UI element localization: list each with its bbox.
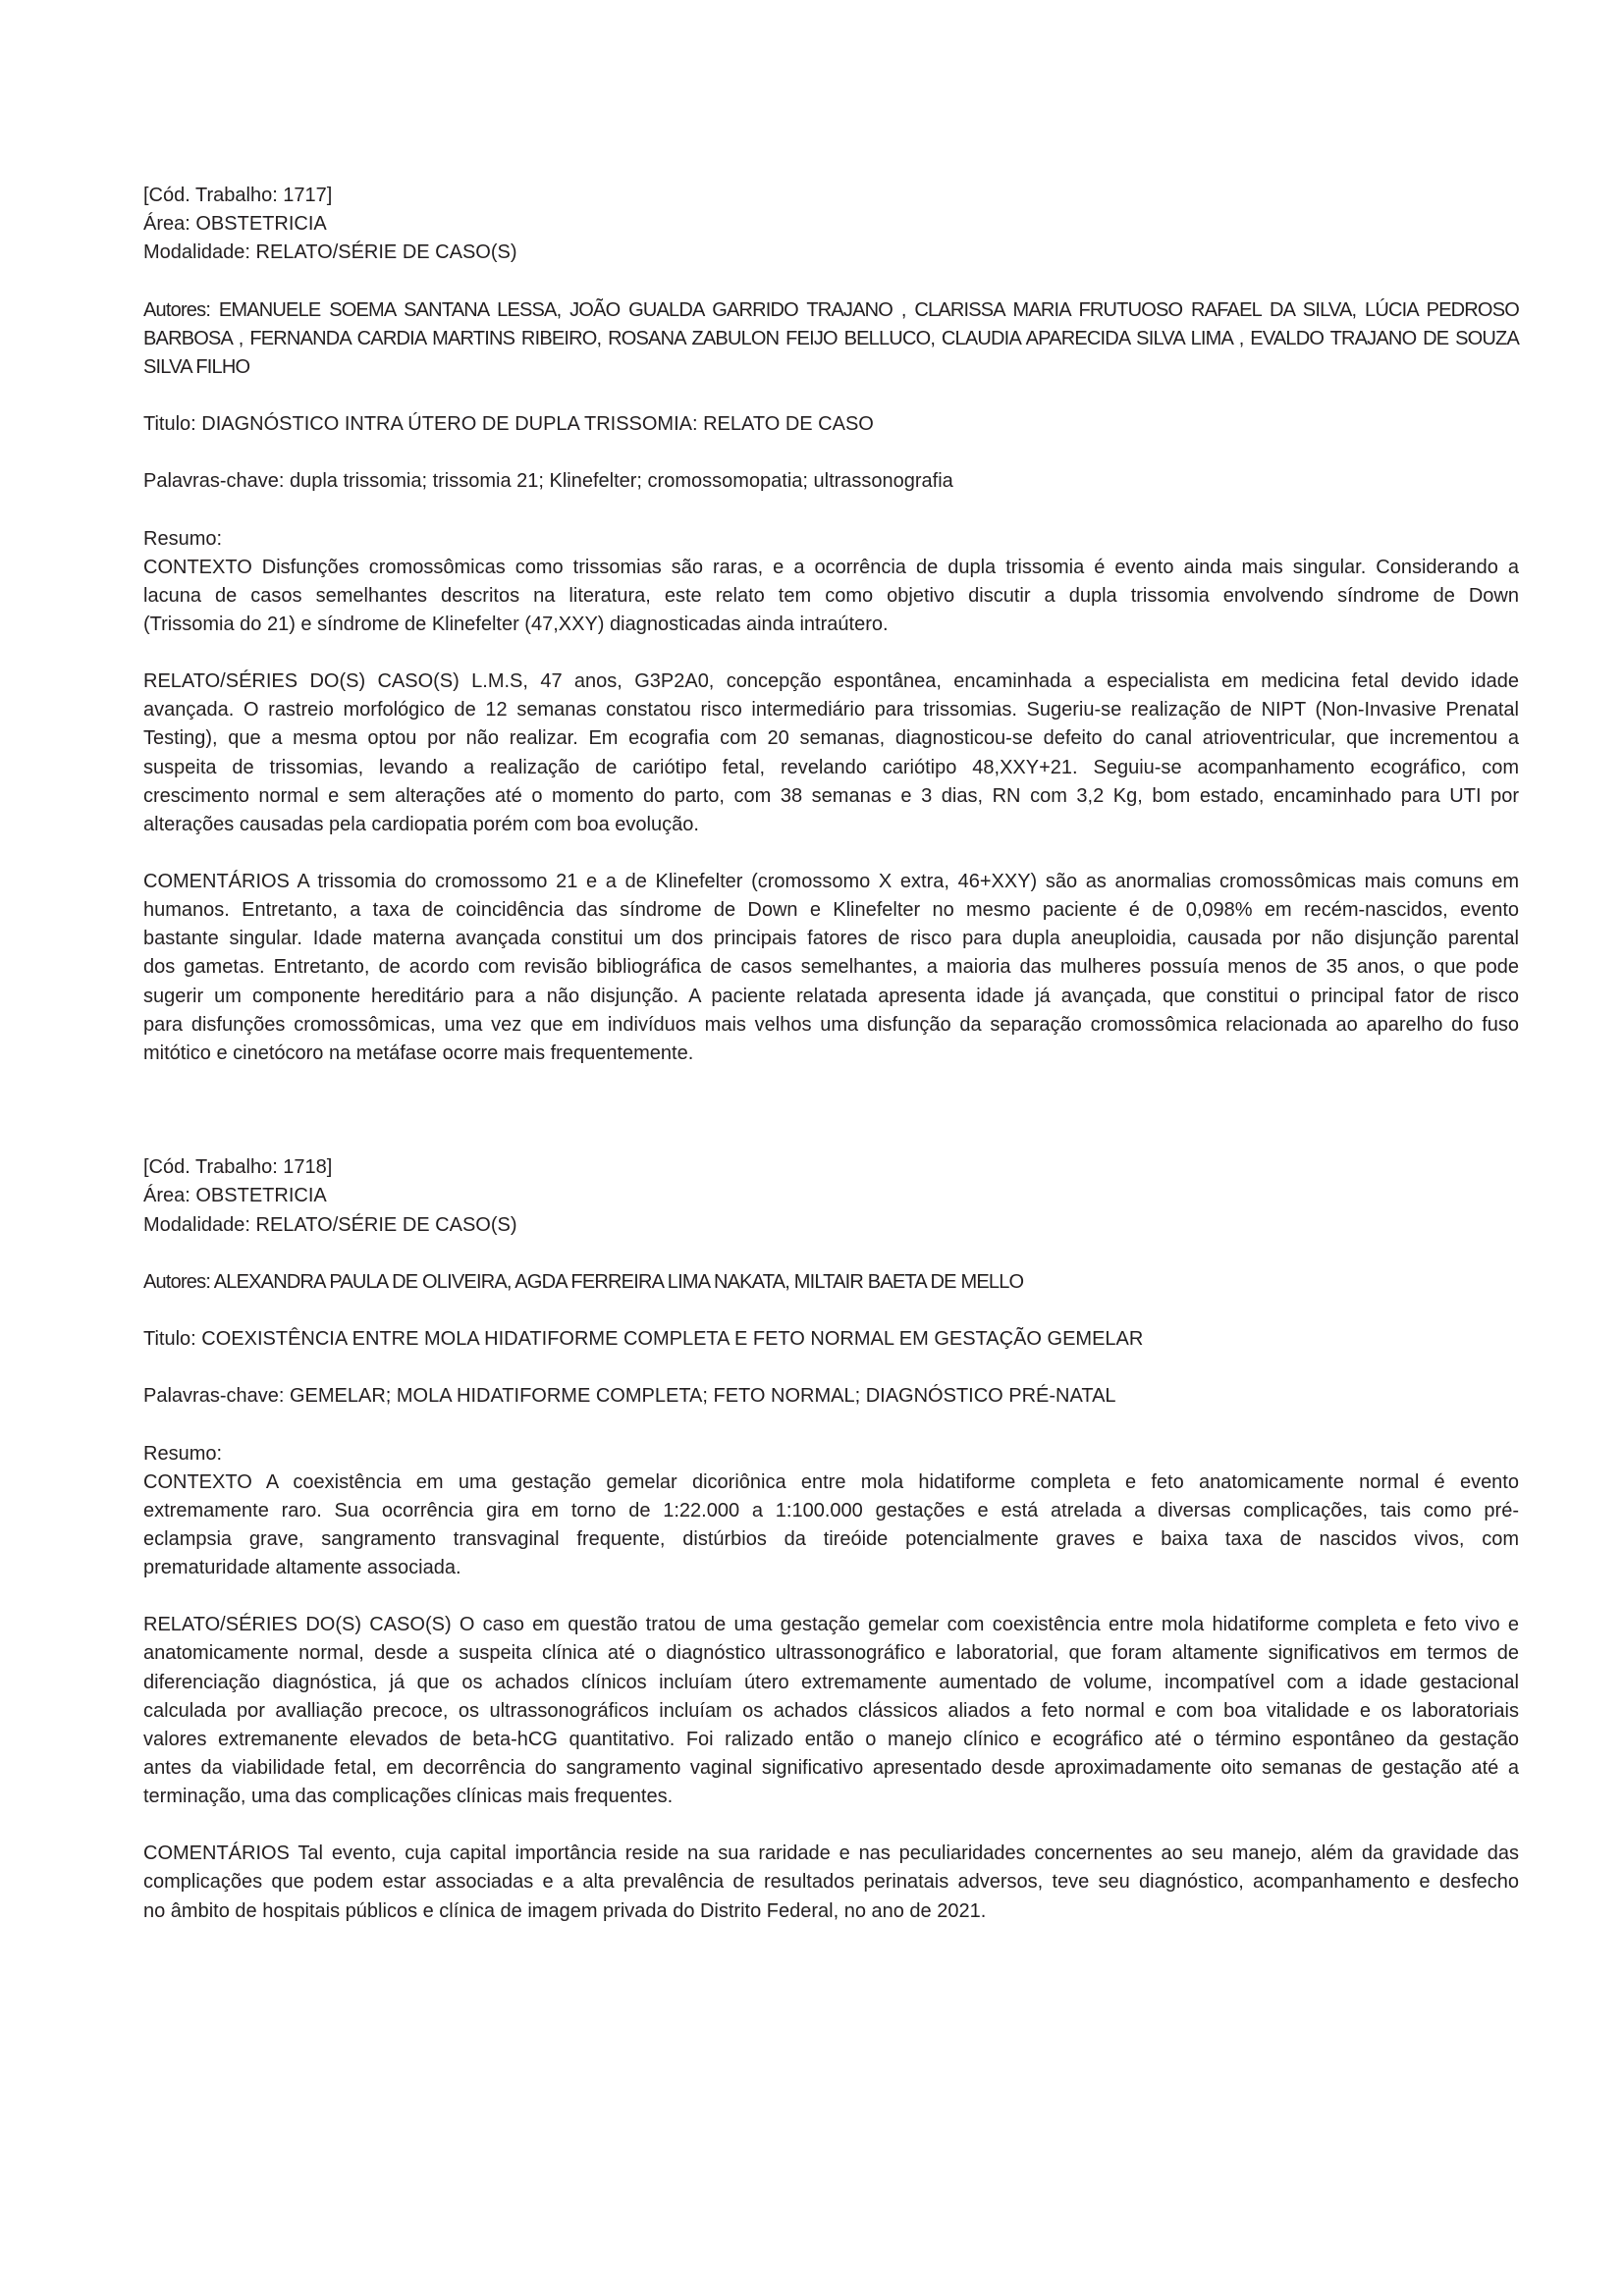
work-code: [Cód. Trabalho: 1718] <box>143 1156 333 1179</box>
authors-line: BARBOSA , FERNANDA CARDIA MARTINS RIBEIRO, ROSANA ZABULON FEIJO BELLUCO, CLAUDIA APARECIDA SILVA LIMA , EVALDO TRAJANO DE SOUZA <box>143 327 1519 349</box>
comments-line: sugerir um componente hereditário para a não disjunção. A paciente relatada apresenta idade já avançada, que constitui o principal fator de risco <box>143 985 1519 1007</box>
report-line: alterações causadas pela cardiopatia porém com boa evolução. <box>143 813 699 835</box>
work-area: Área: OBSTETRICIA <box>143 213 327 236</box>
report-line: Testing), que a mesma optou por não realizar. Em ecografia com 20 semanas, diagnosticou-se defeito do canal atrioventricular, que incrementou a <box>143 727 1519 750</box>
context-line: CONTEXTO A coexistência em uma gestação gemelar dicoriônica entre mola hidatiforme completa e feto anatomicamente normal é evento <box>143 1470 1519 1493</box>
work-title: Titulo: DIAGNÓSTICO INTRA ÚTERO DE DUPLA TRISSOMIA: RELATO DE CASO <box>143 413 874 435</box>
summary-label: Resumo: <box>143 1442 223 1465</box>
report-line: terminação, uma das complicações clínicas mais frequentes. <box>143 1786 674 1807</box>
context-line: (Trissomia do 21) e síndrome de Klinefelter (47,XXY) diagnosticadas ainda intraútero. <box>143 613 889 635</box>
comments-line: mitótico e cinetócoro na metáfase ocorre mais frequentemente. <box>143 1041 694 1064</box>
keywords: Palavras-chave: dupla trissomia; trissomia 21; Klinefelter; cromossomopatia; ultrassonografia <box>143 470 953 493</box>
comments-line: humanos. Entretanto, a taxa de coincidência das síndrome de Down e Klinefelter no mesmo paciente é de 0,098% em recém-nascidos, evento <box>143 899 1519 922</box>
report-paragraph <box>143 1611 1519 1811</box>
authors-line: SILVA FILHO <box>143 355 250 378</box>
context-line: extremamente raro. Sua ocorrência gira em torno de 1:22.000 a 1:100.000 gestações e está atrelada a diversas complicações, tais como pré- <box>143 1499 1519 1522</box>
comments-line: COMENTÁRIOS Tal evento, cuja capital importância reside na sua raridade e nas peculiaridades concernentes ao seu manejo, além da gravidade das <box>143 1842 1519 1865</box>
work-code: [Cód. Trabalho: 1717] <box>143 185 333 206</box>
report-line: avançada. O rastreio morfológico de 12 semanas constatou risco intermediário para trissomias. Sugeriu-se realização de NIPT (Non-Invasive Prenatal <box>143 699 1519 721</box>
report-line: calculada por avalliação precoce, os ultrassonográficos incluíam os achados clássicos aliados a feto normal e com boa vitalidade e os laboratoriais <box>143 1699 1519 1722</box>
authors <box>143 296 1519 382</box>
work-title: Titulo: COEXISTÊNCIA ENTRE MOLA HIDATIFORME COMPLETA E FETO NORMAL EM GESTAÇÃO GEMELAR <box>143 1328 1144 1350</box>
report-line: antes da viabilidade fetal, em decorrência do sangramento vaginal significativo apresentado desde aproximadamente oito semanas de gestação até a <box>143 1756 1519 1779</box>
report-line: anatomicamente normal, desde a suspeita clínica até o diagnóstico ultrassonográfico e laboratorial, que foram altamente significativos em termos de <box>143 1642 1519 1665</box>
work-entry <box>143 182 1519 1068</box>
report-line: valores extremanente elevados de beta-hCG quantitativo. Foi ralizado então o manejo clínico e ecográfico até o término espontâneo da gestação <box>143 1728 1519 1750</box>
context-paragraph <box>143 554 1519 639</box>
comments-paragraph <box>143 1840 1519 1925</box>
authors-line: Autores: EMANUELE SOEMA SANTANA LESSA, JOÃO GUALDA GARRIDO TRAJANO , CLARISSA MARIA FRUTUOSO RAFAEL DA SILVA, LÚCIA PEDROSO <box>143 298 1519 321</box>
comments-line: dos gametas. Entretanto, de acordo com revisão bibliográfica de casos semelhantes, a maioria das mulheres possuía menos de 35 anos, o que pode <box>143 956 1519 979</box>
report-paragraph <box>143 667 1519 839</box>
summary-label: Resumo: <box>143 527 223 550</box>
comments-line: bastante singular. Idade materna avançada constitui um dos principais fatores de risco para dupla aneuploidia, causada por não disjunção parental <box>143 928 1519 950</box>
report-line: RELATO/SÉRIES DO(S) CASO(S) L.M.S, 47 anos, G3P2A0, concepção espontânea, encaminhada a especialista em medicina fetal devido idade <box>143 670 1519 693</box>
comments-line: no âmbito de hospitais públicos e clínica de imagem privada do Distrito Federal, no ano de 2021. <box>143 1899 987 1922</box>
comments-paragraph <box>143 868 1519 1068</box>
report-line: diferenciação diagnóstica, já que os achados clínicos incluíam útero extremamente aumentado de volume, incompatível com a idade gestacional <box>143 1671 1519 1693</box>
work-modality: Modalidade: RELATO/SÉRIE DE CASO(S) <box>143 241 517 264</box>
context-line: prematuridade altamente associada. <box>143 1557 461 1578</box>
context-line: CONTEXTO Disfunções cromossômicas como trissomias são raras, e a ocorrência de dupla trissomia é evento ainda mais singular. Considerando a <box>143 556 1519 578</box>
work-entry <box>143 1153 1519 1925</box>
authors-line: Autores: ALEXANDRA PAULA DE OLIVEIRA, AGDA FERREIRA LIMA NAKATA, MILTAIR BAETA DE MELLO <box>143 1270 1024 1293</box>
text-column <box>143 182 1519 1926</box>
work-area: Área: OBSTETRICIA <box>143 1185 327 1207</box>
comments-line: COMENTÁRIOS A trissomia do cromossomo 21 e a de Klinefelter (cromossomo X extra, 46+XXY) são as anormalias cromossômicas mais comuns em <box>143 871 1519 892</box>
report-line: RELATO/SÉRIES DO(S) CASO(S) O caso em questão tratou de uma gestação gemelar com coexistência entre mola hidatiforme completa e feto vivo e <box>143 1614 1519 1636</box>
context-paragraph <box>143 1468 1519 1583</box>
comments-line: para disfunções cromossômicas, uma vez que em indivíduos mais velhos uma disfunção da separação cromossômica relacionada ao aparelho do fuso <box>143 1013 1519 1036</box>
report-line: suspeita de trissomias, levando a realização de cariótipo fetal, revelando cariótipo 48,XXY+21. Seguiu-se acompanhamento ecográfico, com <box>143 756 1519 778</box>
report-line: crescimento normal e sem alterações até o momento do parto, com 38 semanas e 3 dias, RN com 3,2 Kg, bom estado, encaminhado para UTI por <box>143 784 1519 807</box>
keywords: Palavras-chave: GEMELAR; MOLA HIDATIFORME COMPLETA; FETO NORMAL; DIAGNÓSTICO PRÉ-NATAL <box>143 1385 1116 1408</box>
work-modality: Modalidade: RELATO/SÉRIE DE CASO(S) <box>143 1213 517 1236</box>
context-line: eclampsia grave, sangramento transvaginal frequente, distúrbios da tireóide potencialmente graves e baixa taxa de nascidos vivos, com <box>143 1527 1519 1550</box>
comments-line: complicações que podem estar associadas e a alta prevalência de resultados perinatais adversos, teve seu diagnóstico, acompanhamento e desfecho <box>143 1871 1519 1894</box>
authors <box>143 1268 1519 1297</box>
context-line: lacuna de casos semelhantes descritos na literatura, este relato tem como objetivo discutir a dupla trissomia envolvendo síndrome de Down <box>143 584 1519 607</box>
